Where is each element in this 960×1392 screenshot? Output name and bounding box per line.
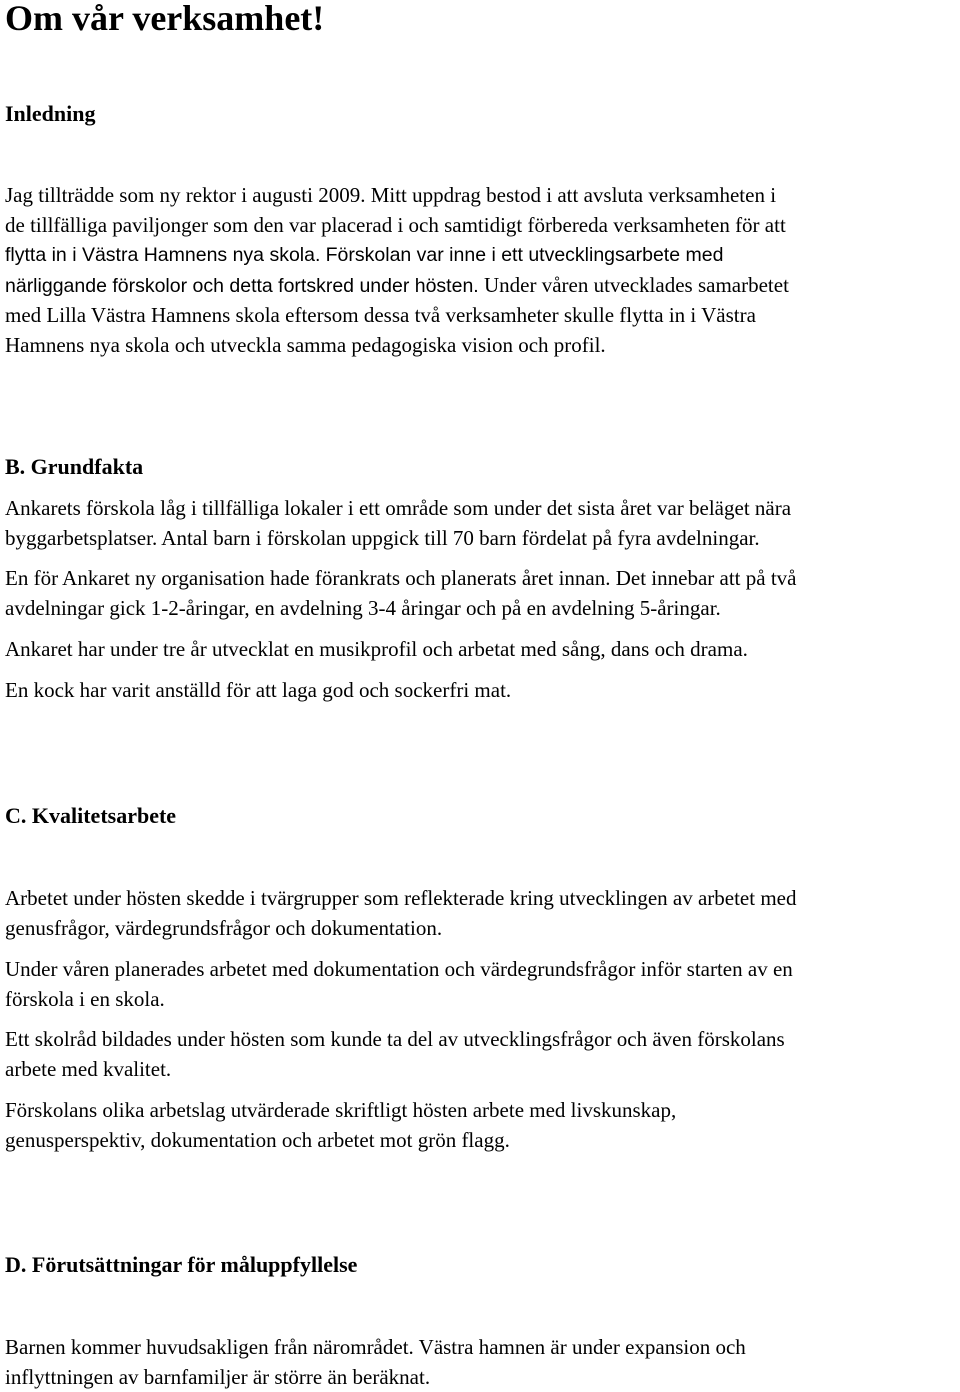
- page-title: Om vår verksamhet!: [5, 0, 325, 38]
- intro-serif-text: Under våren utvecklades samarbetet: [483, 272, 789, 297]
- text-line: förskola i en skola.: [5, 986, 165, 1011]
- kvalitetsarbete-paragraph-2: [5, 955, 955, 1014]
- grundfakta-paragraph-1: [5, 494, 955, 553]
- text-line: byggarbetsplatser. Antal barn i förskolan uppgick till 70 barn fördelat på fyra avdelningar.: [5, 525, 760, 550]
- text-line: avdelningar gick 1-2-åringar, en avdelning 3-4 åringar och på en avdelning 5-åringar.: [5, 595, 721, 620]
- text-line: En kock har varit anställd för att laga god och sockerfri mat.: [5, 678, 512, 702]
- forutsattningar-heading: D. Förutsättningar för måluppfyllelse: [5, 1252, 358, 1277]
- grundfakta-paragraph-2: [5, 564, 955, 623]
- intro-line: de tillfälliga paviljonger som den var placerad i och samtidigt förbereda verksamheten för att: [5, 212, 786, 237]
- text-line: Förskolans olika arbetslag utvärderade skriftligt hösten arbete med livskunskap,: [5, 1098, 677, 1122]
- text-line: Under våren planerades arbetet med dokumentation och värdegrundsfrågor inför starten av en: [5, 957, 793, 981]
- kvalitetsarbete-heading: C. Kvalitetsarbete: [5, 803, 177, 828]
- intro-sans-text: Förskolan var inne i ett utvecklingsarbete med: [325, 244, 724, 266]
- kvalitetsarbete-paragraph-4: [5, 1096, 955, 1155]
- grundfakta-heading: B. Grundfakta: [5, 454, 144, 479]
- text-line: genusfrågor, värdegrundsfrågor och dokumentation.: [5, 915, 443, 940]
- intro-line: Jag tillträdde som ny rektor i augusti 2009. Mitt uppdrag bestod i att avsluta verksamheten i: [5, 183, 777, 207]
- text-line: En för Ankaret ny organisation hade förankrats och planerats året innan. Det innebar att på två: [5, 566, 797, 590]
- intro-sans-text: flytta in i Västra Hamnens nya skola.: [5, 244, 321, 266]
- intro-line: med Lilla Västra Hamnens skola eftersom dessa två verksamheter skulle flytta in i Västra: [5, 303, 756, 327]
- intro-line: [5, 240, 955, 271]
- grundfakta-paragraph-4: [5, 676, 955, 706]
- text-line: Barnen kommer huvudsakligen från närområdet. Västra hamnen är under expansion och: [5, 1335, 746, 1359]
- text-line: Ankaret har under tre år utvecklat en musikprofil och arbetat med sång, dans och drama.: [5, 637, 748, 661]
- intro-sans-text: närliggande förskolor och detta fortskred under hösten.: [5, 274, 479, 297]
- text-line: arbete med kvalitet.: [5, 1056, 172, 1081]
- kvalitetsarbete-paragraph-3: [5, 1025, 955, 1084]
- forutsattningar-paragraph-1: [5, 1333, 955, 1392]
- intro-heading: Inledning: [5, 101, 96, 126]
- intro-line: [5, 271, 955, 302]
- grundfakta-paragraph-3: [5, 635, 955, 665]
- intro-paragraph: [5, 181, 955, 360]
- text-line: Ankarets förskola låg i tillfälliga lokaler i ett område som under det sista året var beläget nära: [5, 496, 792, 520]
- text-line: genusperspektiv, dokumentation och arbetet mot grön flagg.: [5, 1127, 510, 1152]
- text-line: Ett skolråd bildades under hösten som kunde ta del av utvecklingsfrågor och även förskolans: [5, 1027, 785, 1051]
- kvalitetsarbete-paragraph-1: [5, 884, 955, 943]
- text-line: Arbetet under hösten skedde i tvärgrupper som reflekterade kring utvecklingen av arbetet med: [5, 886, 797, 910]
- text-line: inflyttningen av barnfamiljer är större än beräknat.: [5, 1364, 431, 1389]
- intro-line: Hamnens nya skola och utveckla samma pedagogiska vision och profil.: [5, 332, 606, 357]
